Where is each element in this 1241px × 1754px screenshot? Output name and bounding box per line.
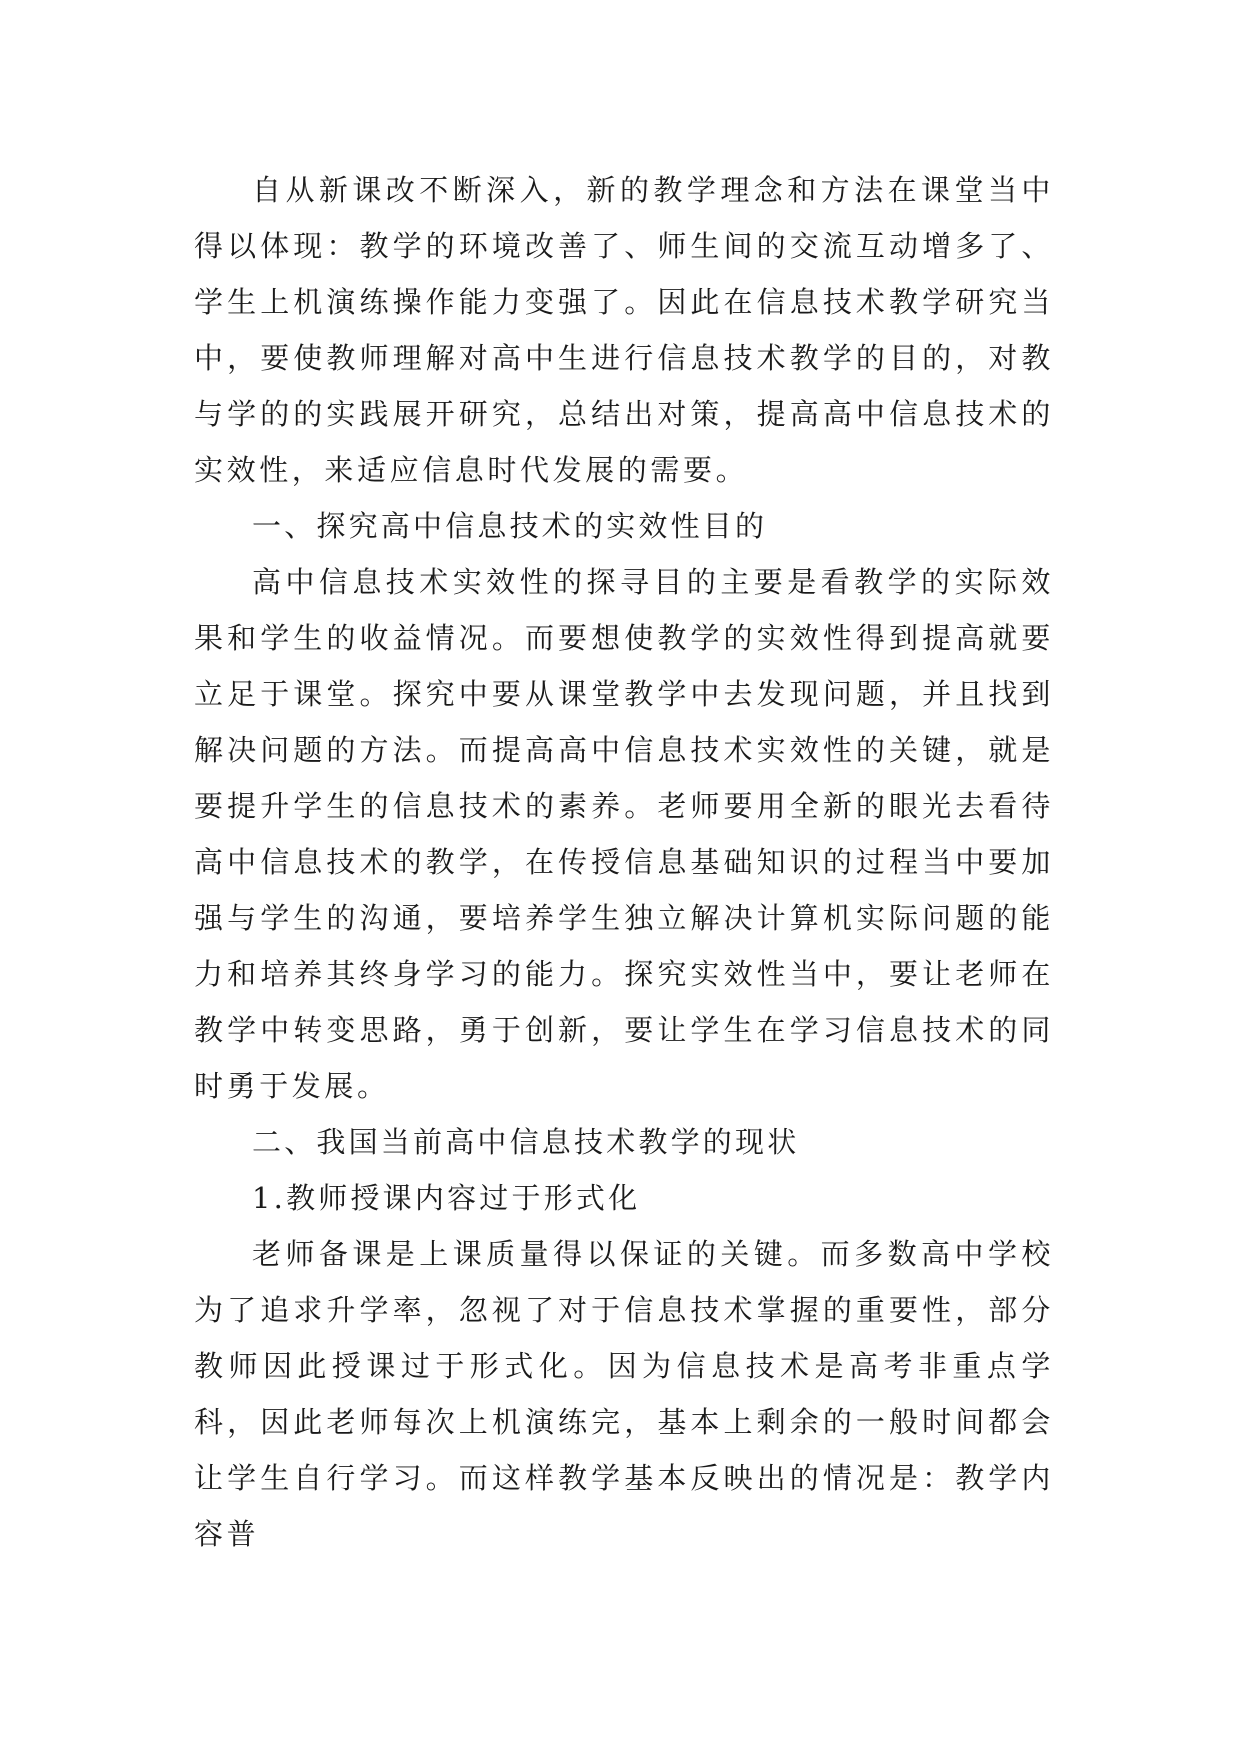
intro-paragraph: 自从新课改不断深入，新的教学理念和方法在课堂当中得以体现：教学的环境改善了、师生间的交流互动增多了、学生上机演练操作能力变强了。因此在信息技术教学研究当中，要使教师理解对高中生进行信息技术教学的目的，对教与学的的实践展开研究，总结出对策，提高高中信息技术的实效性，来适应信息时代发展的需要。 [194,173,1054,487]
section-1-paragraph: 高中信息技术实效性的探寻目的主要是看教学的实际效果和学生的收益情况。而要想使教学的实效性得到提高就要立足于课堂。探究中要从课堂教学中去发现问题，并且找到解决问题的方法。而提高高中信息技术实效性的关键，就是要提升学生的信息技术的素养。老师要用全新的眼光去看待高中信息技术的教学，在传授信息基础知识的过程当中要加强与学生的沟通，要培养学生独立解决计算机实际问题的能力和培养其终身学习的能力。探究实效性当中，要让老师在教学中转变思路，勇于创新，要让学生在学习信息技术的同时勇于发展。 [194,565,1054,1103]
subsection-1-paragraph: 老师备课是上课质量得以保证的关键。而多数高中学校为了追求升学率，忽视了对于信息技术掌握的重要性，部分教师因此授课过于形式化。因为信息技术是高考非重点学科，因此老师每次上机演练完，基本上剩余的一般时间都会让学生自行学习。而这样教学基本反映出的情况是：教学内容普 [194,1237,1054,1551]
section-heading-2: 二、我国当前高中信息技术教学的现状 [252,1125,800,1159]
subsection-heading-1: 1.教师授课内容过于形式化 [252,1181,641,1215]
section-heading-1: 一、探究高中信息技术的实效性目的 [252,509,768,543]
document-body [194,162,1054,1562]
